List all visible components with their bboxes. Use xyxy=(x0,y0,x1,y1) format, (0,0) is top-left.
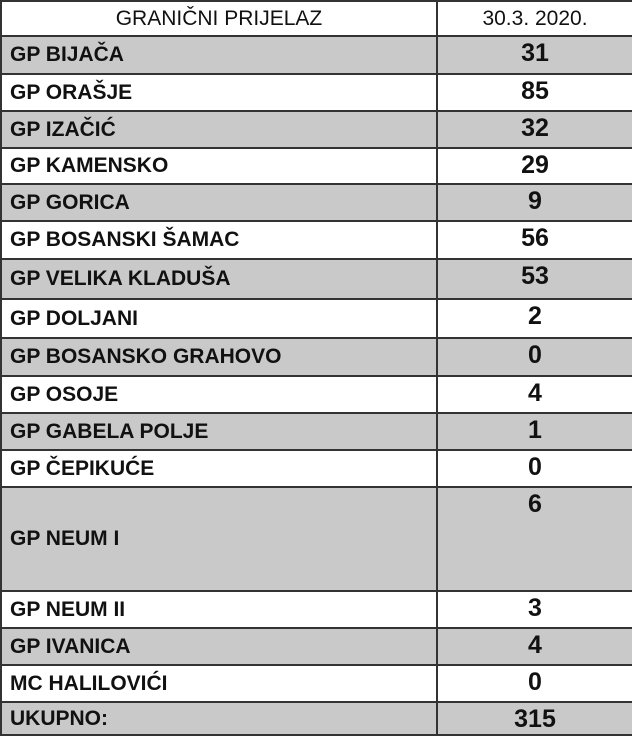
table-row xyxy=(1,148,632,184)
crossing-name: GP NEUM I xyxy=(1,487,437,591)
header-crossing: GRANIČNI PRIJELAZ xyxy=(1,1,437,36)
crossing-name: GP DOLJANI xyxy=(1,299,437,338)
crossing-count: 4 xyxy=(437,376,632,413)
crossing-name: GP GORICA xyxy=(1,184,437,221)
table-row xyxy=(1,111,632,148)
crossing-name: GP BOSANSKI ŠAMAC xyxy=(1,221,437,259)
crossing-name: GP GABELA POLJE xyxy=(1,413,437,450)
table-row xyxy=(1,665,632,702)
total-row xyxy=(1,702,632,735)
crossing-count: 6 xyxy=(437,487,632,591)
table-row xyxy=(1,376,632,413)
total-label: UKUPNO: xyxy=(1,702,437,735)
total-value: 315 xyxy=(437,702,632,735)
table-row xyxy=(1,338,632,376)
table-row xyxy=(1,259,632,299)
header-date: 30.3. 2020. xyxy=(437,1,632,36)
crossing-name: GP KAMENSKO xyxy=(1,148,437,184)
table-row xyxy=(1,591,632,628)
crossing-count: 3 xyxy=(437,591,632,628)
crossing-name: GP BIJAČA xyxy=(1,36,437,74)
crossing-count: 31 xyxy=(437,36,632,74)
crossing-name: GP ORAŠJE xyxy=(1,74,437,111)
table-header-row xyxy=(1,1,632,36)
crossing-name: GP IZAČIĆ xyxy=(1,111,437,148)
crossing-count: 9 xyxy=(437,184,632,221)
crossing-count: 85 xyxy=(437,74,632,111)
crossing-name: GP VELIKA KLADUŠA xyxy=(1,259,437,299)
table-row xyxy=(1,628,632,665)
crossing-name: GP BOSANSKO GRAHOVO xyxy=(1,338,437,376)
crossing-count: 53 xyxy=(437,259,632,299)
crossing-count: 4 xyxy=(437,628,632,665)
crossing-name: GP NEUM II xyxy=(1,591,437,628)
table-row xyxy=(1,184,632,221)
table-row xyxy=(1,450,632,487)
crossing-count: 32 xyxy=(437,111,632,148)
crossing-count: 2 xyxy=(437,299,632,338)
crossing-count: 0 xyxy=(437,338,632,376)
crossing-name: GP IVANICA xyxy=(1,628,437,665)
crossing-name: GP OSOJE xyxy=(1,376,437,413)
table-row xyxy=(1,299,632,338)
crossing-count: 0 xyxy=(437,665,632,702)
crossing-name: GP ČEPIKUĆE xyxy=(1,450,437,487)
crossing-count: 1 xyxy=(437,413,632,450)
crossing-count: 0 xyxy=(437,450,632,487)
crossing-count: 56 xyxy=(437,221,632,259)
crossing-name: MC HALILOVIĆI xyxy=(1,665,437,702)
table-row xyxy=(1,36,632,74)
table-row xyxy=(1,413,632,450)
table-row xyxy=(1,74,632,111)
table-body xyxy=(1,36,632,735)
table-row xyxy=(1,221,632,259)
crossing-count: 29 xyxy=(437,148,632,184)
table-row xyxy=(1,487,632,591)
